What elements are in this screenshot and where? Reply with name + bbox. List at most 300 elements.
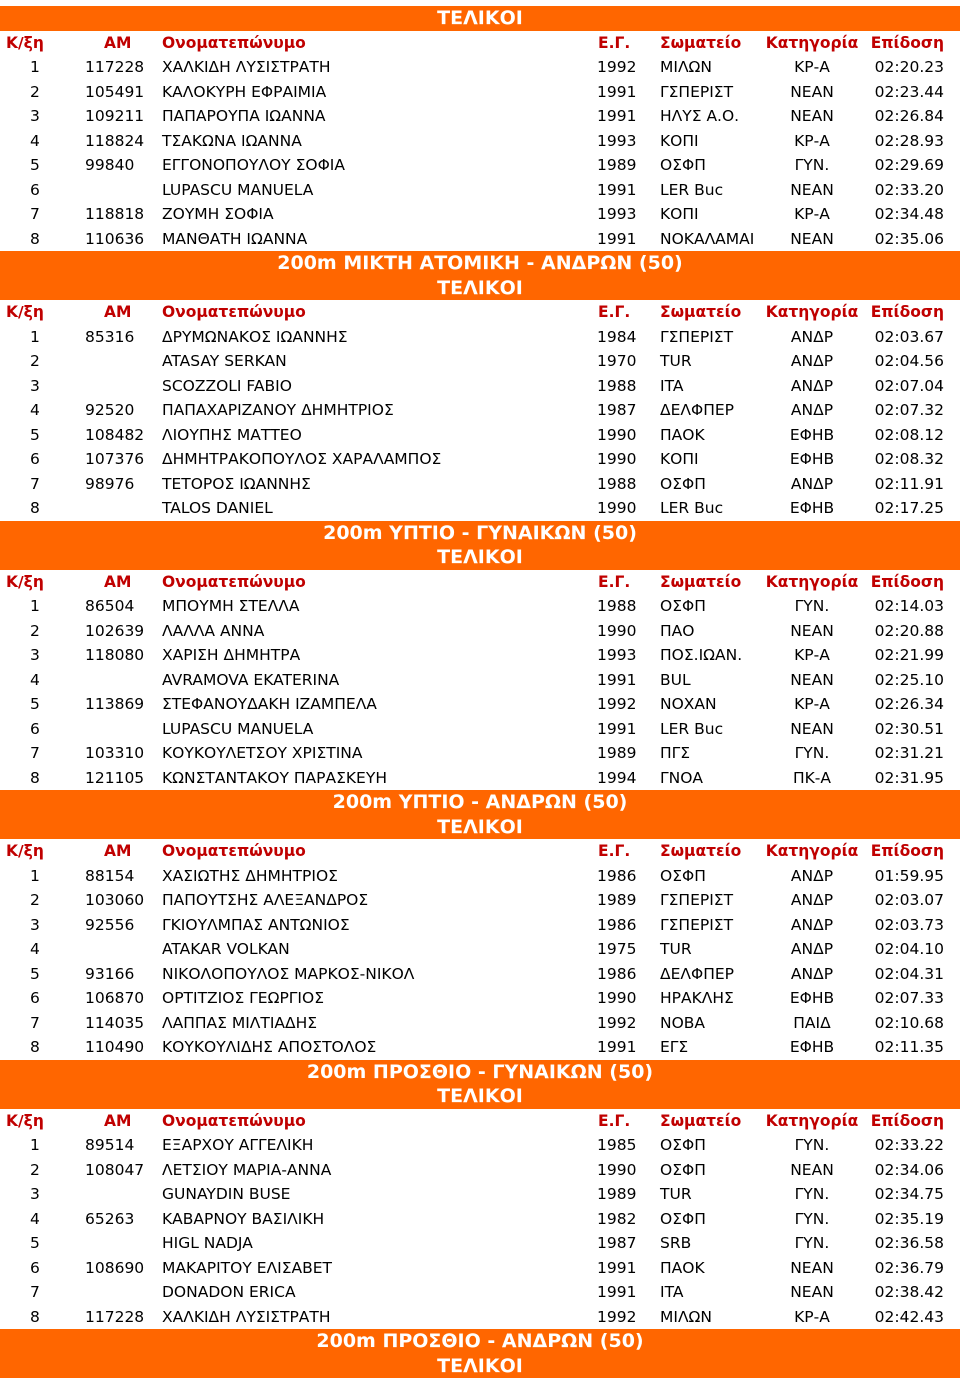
result-year: 1992 <box>597 1013 637 1032</box>
result-category: ΚΡ-Α <box>794 1307 830 1326</box>
result-year: 1991 <box>597 82 637 101</box>
result-am: 93166 <box>85 964 135 983</box>
result-year: 1991 <box>597 1038 637 1056</box>
section-event: 200m ΥΠΤΙΟ - ΑΝΔΡΩΝ (50) <box>332 791 628 813</box>
result-row <box>0 496 960 521</box>
result-am: 86504 <box>85 597 135 615</box>
header-time: Επίδοση <box>870 842 944 860</box>
result-club: ΟΣΦΠ <box>660 866 706 885</box>
section-rows <box>0 1133 960 1329</box>
result-club: ΜΙΛΩΝ <box>660 58 712 76</box>
result-category: ΓΥΝ. <box>794 1234 830 1252</box>
result-category: ΝΕΑΝ <box>790 1160 834 1179</box>
result-category: ΝΕΑΝ <box>790 719 834 738</box>
result-am: 117228 <box>85 1307 145 1326</box>
result-year: 1988 <box>597 597 637 615</box>
result-am: 92520 <box>85 401 135 419</box>
result-category: ΑΝΔΡ <box>790 401 834 419</box>
result-time: 02:30.51 <box>874 719 944 738</box>
result-row <box>0 1133 960 1158</box>
section-event: 200m ΥΠΤΙΟ - ΓΥΝΑΙΚΩΝ (50) <box>323 521 637 544</box>
result-category: ΝΕΑΝ <box>790 180 834 199</box>
result-am: 108690 <box>85 1258 145 1277</box>
result-year: 1993 <box>597 205 637 223</box>
header-rank: Κ/ξη <box>6 303 44 321</box>
result-am: 105491 <box>85 82 145 101</box>
result-year: 1994 <box>597 768 637 787</box>
result-rank: 6 <box>30 450 40 468</box>
result-year: 1988 <box>597 474 637 493</box>
result-club: ΟΣΦΠ <box>660 474 706 493</box>
result-club: ΚΟΠΙ <box>660 205 699 223</box>
result-year: 1987 <box>597 1234 637 1252</box>
result-rank: 7 <box>30 474 40 493</box>
result-club: ΓΣΠΕΡΙΣΤ <box>660 82 734 101</box>
result-row <box>0 766 960 791</box>
result-year: 1989 <box>597 891 637 909</box>
result-category: ΑΝΔΡ <box>790 352 834 370</box>
result-club: ΚΟΠΙ <box>660 450 699 468</box>
result-name: ΜΑΝΘΑΤΗ ΙΩΑΝΝΑ <box>162 229 308 248</box>
result-category: ΓΥΝ. <box>794 156 830 174</box>
result-rank: 6 <box>30 989 40 1007</box>
result-am: 110490 <box>85 1038 145 1056</box>
result-rank: 4 <box>30 1209 40 1228</box>
header-time: Επίδοση <box>870 33 944 52</box>
result-category: ΕΦΗΒ <box>789 989 835 1007</box>
result-row <box>0 1207 960 1232</box>
header-am: ΑΜ <box>104 33 132 52</box>
result-am: 117228 <box>85 58 145 76</box>
result-am: 118818 <box>85 205 145 223</box>
section-subtitle: ΤΕΛΙΚΟΙ <box>437 7 523 29</box>
section-event: 200m ΜΙΚΤΗ ΑΤΟΜΙΚΗ - ΑΝΔΡΩΝ (50) <box>277 252 683 274</box>
result-row <box>0 80 960 105</box>
result-am: 118824 <box>85 131 145 150</box>
header-category: Κατηγορία <box>765 33 859 52</box>
result-time: 02:35.19 <box>874 1209 944 1228</box>
result-time: 02:42.43 <box>874 1307 944 1326</box>
result-category: ΝΕΑΝ <box>790 107 834 125</box>
result-time: 02:36.58 <box>874 1234 944 1252</box>
result-name: ΛΙΟΥΠΗΣ ΜΑΤΤΕΟ <box>162 425 302 444</box>
result-row <box>0 1280 960 1305</box>
result-year: 1990 <box>597 425 637 444</box>
table-header <box>0 31 960 56</box>
result-rank: 3 <box>30 107 40 125</box>
result-row <box>0 423 960 448</box>
result-row <box>0 668 960 693</box>
result-club: ITA <box>660 1283 684 1301</box>
result-rank: 2 <box>30 1160 40 1179</box>
result-year: 1989 <box>597 156 637 174</box>
header-category: Κατηγορία <box>765 303 859 321</box>
result-category: ΚΡ-Α <box>794 646 830 664</box>
result-rank: 2 <box>30 352 40 370</box>
result-time: 02:03.67 <box>874 327 944 346</box>
result-am: 103310 <box>85 744 145 762</box>
result-name: TALOS DANIEL <box>162 499 273 517</box>
result-row <box>0 888 960 913</box>
result-rank: 1 <box>30 58 40 76</box>
result-name: ΕΓΓΟΝΟΠΟΥΛΟΥ ΣΟΦΙΑ <box>162 156 345 174</box>
header-club: Σωματείο <box>660 572 742 591</box>
result-rank: 7 <box>30 1013 40 1032</box>
result-am: 106870 <box>85 989 145 1007</box>
result-club: ΗΛΥΣ Α.Ο. <box>660 107 740 125</box>
header-am: ΑΜ <box>104 572 132 591</box>
result-year: 1990 <box>597 621 637 640</box>
result-category: ΝΕΑΝ <box>790 1283 834 1301</box>
result-time: 02:36.79 <box>874 1258 944 1277</box>
result-year: 1990 <box>597 499 637 517</box>
result-club: ΓΣΠΕΡΙΣΤ <box>660 891 734 909</box>
result-year: 1990 <box>597 989 637 1007</box>
result-am: 113869 <box>85 695 145 713</box>
result-name: ΚΑΛΟΚΥΡΗ ΕΦΡΑΙΜΙΑ <box>162 82 327 101</box>
result-category: ΓΥΝ. <box>794 744 830 762</box>
result-name: ΛΑΠΠΑΣ ΜΙΛΤΙΑΔΗΣ <box>162 1013 318 1032</box>
result-time: 02:17.25 <box>874 499 944 517</box>
section-rows <box>0 594 960 790</box>
table-header <box>0 839 960 864</box>
result-year: 1992 <box>597 1307 637 1326</box>
result-row <box>0 227 960 252</box>
result-name: GUNAYDIN BUSE <box>162 1185 291 1203</box>
result-am: 92556 <box>85 915 135 934</box>
result-name: ΖΟΥΜΗ ΣΟΦΙΑ <box>162 205 274 223</box>
result-club: BUL <box>660 670 691 689</box>
result-name: ΤΕΤΟΡΟΣ ΙΩΑΝΝΗΣ <box>162 474 311 493</box>
result-row <box>0 864 960 889</box>
result-category: ΝΕΑΝ <box>790 82 834 101</box>
result-category: ΚΡ-Α <box>794 205 830 223</box>
result-time: 02:03.73 <box>874 915 944 934</box>
result-am: 65263 <box>85 1209 135 1228</box>
result-name: ΝΙΚΟΛΟΠΟΥΛΟΣ ΜΑΡΚΟΣ-ΝΙΚΟΛ <box>162 964 415 983</box>
result-time: 02:26.34 <box>874 695 944 713</box>
header-club: Σωματείο <box>660 303 742 321</box>
result-category: ΝΕΑΝ <box>790 621 834 640</box>
result-club: ΔΕΛΦΠΕΡ <box>660 401 734 419</box>
result-time: 02:34.75 <box>874 1185 944 1203</box>
result-rank: 6 <box>30 180 40 199</box>
result-club: ΠΑΟΚ <box>660 1258 705 1277</box>
result-category: ΝΕΑΝ <box>790 670 834 689</box>
result-row <box>0 1158 960 1183</box>
result-club: ΗΡΑΚΛΗΣ <box>660 989 734 1007</box>
result-category: ΝΕΑΝ <box>790 1258 834 1277</box>
result-club: TUR <box>660 1185 692 1203</box>
result-time: 02:07.04 <box>874 376 944 395</box>
result-time: 02:08.12 <box>874 425 944 444</box>
result-club: ITA <box>660 376 684 395</box>
result-row <box>0 692 960 717</box>
result-time: 02:26.84 <box>874 107 944 125</box>
result-name: ΧΑΣΙΩΤΗΣ ΔΗΜΗΤΡΙΟΣ <box>162 866 338 885</box>
result-name: SCOZZOLI FABIO <box>162 376 292 395</box>
result-club: ΠΑΟΚ <box>660 425 705 444</box>
result-rank: 5 <box>30 964 40 983</box>
result-rank: 1 <box>30 327 40 346</box>
result-club: ΟΣΦΠ <box>660 156 706 174</box>
result-row <box>0 1305 960 1330</box>
result-club: ΔΕΛΦΠΕΡ <box>660 964 734 983</box>
result-am: 110636 <box>85 229 145 248</box>
result-year: 1990 <box>597 450 637 468</box>
section-title-bar <box>0 521 960 570</box>
section-event: 200m ΠΡΟΣΘΙΟ - ΑΝΔΡΩΝ (50) <box>316 1330 644 1352</box>
result-year: 1982 <box>597 1209 637 1228</box>
result-year: 1990 <box>597 1160 637 1179</box>
header-name: Ονοματεπώνυμο <box>162 33 306 52</box>
result-time: 02:34.06 <box>874 1160 944 1179</box>
result-name: ΠΑΠΑΡΟΥΠΑ ΙΩΑΝΝΑ <box>162 107 326 125</box>
header-time: Επίδοση <box>870 303 944 321</box>
result-club: ΟΣΦΠ <box>660 1136 706 1154</box>
result-time: 02:33.22 <box>874 1136 944 1154</box>
result-category: ΓΥΝ. <box>794 1136 830 1154</box>
result-row <box>0 325 960 350</box>
result-year: 1991 <box>597 180 637 199</box>
result-name: DONADON ERICA <box>162 1283 296 1301</box>
result-time: 02:33.20 <box>874 180 944 199</box>
result-rank: 6 <box>30 719 40 738</box>
result-row <box>0 374 960 399</box>
result-club: ΠΑΟ <box>660 621 695 640</box>
result-year: 1991 <box>597 670 637 689</box>
result-name: AVRAMOVA EKATERINA <box>162 670 340 689</box>
result-time: 02:04.10 <box>874 940 944 958</box>
result-time: 02:38.42 <box>874 1283 944 1301</box>
section-subtitle: ΤΕΛΙΚΟΙ <box>437 546 523 568</box>
result-year: 1992 <box>597 58 637 76</box>
section-rows <box>0 55 960 251</box>
result-row <box>0 447 960 472</box>
header-am: ΑΜ <box>104 1111 132 1130</box>
result-year: 1986 <box>597 866 637 885</box>
result-rank: 8 <box>30 768 40 787</box>
result-year: 1991 <box>597 719 637 738</box>
result-row <box>0 1035 960 1060</box>
section-rows <box>0 325 960 521</box>
result-rank: 2 <box>30 82 40 101</box>
result-rank: 4 <box>30 131 40 150</box>
result-rank: 8 <box>30 1038 40 1056</box>
result-category: ΑΝΔΡ <box>790 327 834 346</box>
result-name: ΧΑΛΚΙΔΗ ΛΥΣΙΣΤΡΑΤΗ <box>162 58 331 76</box>
header-am: ΑΜ <box>104 303 132 321</box>
result-category: ΠΑΙΔ <box>793 1013 831 1032</box>
result-year: 1975 <box>597 940 637 958</box>
result-club: ΓΝΟΑ <box>660 768 704 787</box>
result-rank: 1 <box>30 866 40 885</box>
result-year: 1991 <box>597 229 637 248</box>
result-rank: 3 <box>30 376 40 395</box>
result-rank: 8 <box>30 499 40 517</box>
result-category: ΓΥΝ. <box>794 597 830 615</box>
result-time: 02:31.95 <box>874 768 944 787</box>
result-category: ΕΦΗΒ <box>789 1038 835 1056</box>
result-category: ΑΝΔΡ <box>790 891 834 909</box>
result-time: 02:23.44 <box>874 82 944 101</box>
result-club: ΜΙΛΩΝ <box>660 1307 712 1326</box>
header-club: Σωματείο <box>660 842 742 860</box>
result-year: 1991 <box>597 1258 637 1277</box>
result-time: 02:29.69 <box>874 156 944 174</box>
result-year: 1985 <box>597 1136 637 1154</box>
result-row <box>0 1231 960 1256</box>
result-club: ΓΣΠΕΡΙΣΤ <box>660 915 734 934</box>
result-name: ΤΣΑΚΩΝΑ ΙΩΑΝΝΑ <box>162 131 302 150</box>
table-header <box>0 570 960 595</box>
result-time: 02:35.06 <box>874 229 944 248</box>
result-time: 01:59.95 <box>874 866 944 885</box>
result-name: ΜΑΚΑΡΙΤΟΥ ΕΛΙΣΑΒΕΤ <box>162 1258 332 1277</box>
result-year: 1992 <box>597 695 637 713</box>
result-category: ΚΡ-Α <box>794 695 830 713</box>
result-am: 121105 <box>85 768 145 787</box>
result-time: 02:20.88 <box>874 621 944 640</box>
result-row <box>0 717 960 742</box>
result-rank: 8 <box>30 229 40 248</box>
result-year: 1986 <box>597 915 637 934</box>
header-time: Επίδοση <box>870 572 944 591</box>
header-club: Σωματείο <box>660 1111 742 1130</box>
result-row <box>0 349 960 374</box>
result-row <box>0 594 960 619</box>
result-name: ΚΟΥΚΟΥΛΙΔΗΣ ΑΠΟΣΤΟΛΟΣ <box>162 1038 377 1056</box>
result-club: LER Buc <box>660 499 724 517</box>
result-time: 02:28.93 <box>874 131 944 150</box>
result-rank: 1 <box>30 597 40 615</box>
result-category: ΑΝΔΡ <box>790 964 834 983</box>
header-year: Ε.Γ. <box>598 33 631 52</box>
result-name: ΠΑΠΑΧΑΡΙΖΑΝΟΥ ΔΗΜΗΤΡΙΟΣ <box>162 401 394 419</box>
header-rank: Κ/ξη <box>6 572 44 591</box>
result-time: 02:10.68 <box>874 1013 944 1032</box>
result-time: 02:07.32 <box>874 401 944 419</box>
result-category: ΓΥΝ. <box>794 1185 830 1203</box>
result-club: LER Buc <box>660 719 724 738</box>
section-event: 200m ΠΡΟΣΘΙΟ - ΓΥΝΑΙΚΩΝ (50) <box>306 1060 654 1083</box>
result-am: 102639 <box>85 621 145 640</box>
result-name: ATAKAR VOLKAN <box>162 940 290 958</box>
result-name: ΕΞΑΡΧΟΥ ΑΓΓΕΛΙΚΗ <box>162 1136 314 1154</box>
result-club: ΝΟΒΑ <box>660 1013 706 1032</box>
result-time: 02:25.10 <box>874 670 944 689</box>
result-club: LER Buc <box>660 180 724 199</box>
result-rank: 3 <box>30 915 40 934</box>
result-row <box>0 962 960 987</box>
result-category: ΠΚ-Α <box>792 768 832 787</box>
header-year: Ε.Γ. <box>598 1111 631 1130</box>
result-row <box>0 472 960 497</box>
result-rank: 3 <box>30 1185 40 1203</box>
section-subtitle: ΤΕΛΙΚΟΙ <box>437 1354 523 1377</box>
result-club: SRB <box>660 1234 692 1252</box>
result-year: 1991 <box>597 107 637 125</box>
result-time: 02:04.56 <box>874 352 944 370</box>
result-name: ΧΑΡΙΣΗ ΔΗΜΗΤΡΑ <box>162 646 301 664</box>
result-time: 02:34.48 <box>874 205 944 223</box>
result-rank: 5 <box>30 425 40 444</box>
result-club: ΟΣΦΠ <box>660 597 706 615</box>
result-club: ΠΓΣ <box>660 744 691 762</box>
result-am: 103060 <box>85 891 145 909</box>
result-year: 1970 <box>597 352 637 370</box>
result-rank: 7 <box>30 1283 40 1301</box>
result-rank: 3 <box>30 646 40 664</box>
result-club: ΓΣΠΕΡΙΣΤ <box>660 327 734 346</box>
result-row <box>0 741 960 766</box>
result-name: ATASAY SERKAN <box>162 352 287 370</box>
result-rank: 5 <box>30 156 40 174</box>
result-year: 1989 <box>597 744 637 762</box>
result-am: 85316 <box>85 327 135 346</box>
result-am: 98976 <box>85 474 135 493</box>
result-name: ΚΩΝΣΤΑΝΤΑΚΟΥ ΠΑΡΑΣΚΕΥΗ <box>162 768 387 787</box>
header-category: Κατηγορία <box>765 1111 859 1130</box>
section-rows <box>0 864 960 1060</box>
result-am: 108047 <box>85 1160 145 1179</box>
result-category: ΕΦΗΒ <box>789 450 835 468</box>
result-rank: 4 <box>30 940 40 958</box>
result-row <box>0 104 960 129</box>
result-row <box>0 937 960 962</box>
result-club: ΕΓΣ <box>660 1038 689 1056</box>
result-time: 02:08.32 <box>874 450 944 468</box>
result-category: ΚΡ-Α <box>794 131 830 150</box>
result-rank: 4 <box>30 670 40 689</box>
result-row <box>0 619 960 644</box>
result-name: ΛΑΛΛΑ ΑΝΝΑ <box>162 621 265 640</box>
result-name: LUPASCU MANUELA <box>162 719 314 738</box>
header-rank: Κ/ξη <box>6 33 44 52</box>
result-year: 1986 <box>597 964 637 983</box>
table-header <box>0 300 960 325</box>
section-subtitle: ΤΕΛΙΚΟΙ <box>437 1085 523 1107</box>
result-category: ΑΝΔΡ <box>790 376 834 395</box>
header-name: Ονοματεπώνυμο <box>162 303 306 321</box>
result-category: ΑΝΔΡ <box>790 915 834 934</box>
result-name: LUPASCU MANUELA <box>162 180 314 199</box>
result-category: ΑΝΔΡ <box>790 474 834 493</box>
result-name: ΣΤΕΦΑΝΟΥΔΑΚΗ ΙΖΑΜΠΕΛΑ <box>162 695 377 713</box>
result-name: ΔΗΜΗΤΡΑΚΟΠΟΥΛΟΣ ΧΑΡΑΛΑΜΠΟΣ <box>162 450 442 468</box>
result-name: ΧΑΛΚΙΔΗ ΛΥΣΙΣΤΡΑΤΗ <box>162 1307 331 1326</box>
section-subtitle: ΤΕΛΙΚΟΙ <box>437 276 523 299</box>
result-club: ΝΟΧΑΝ <box>660 695 717 713</box>
result-rank: 2 <box>30 621 40 640</box>
result-time: 02:11.91 <box>874 474 944 493</box>
section-title-bar <box>0 251 960 300</box>
result-time: 02:07.33 <box>874 989 944 1007</box>
result-category: ΝΕΑΝ <box>790 229 834 248</box>
result-am: 114035 <box>85 1013 145 1032</box>
result-year: 1993 <box>597 131 637 150</box>
result-rank: 5 <box>30 695 40 713</box>
result-rank: 5 <box>30 1234 40 1252</box>
result-category: ΚΡ-Α <box>794 58 830 76</box>
result-year: 1993 <box>597 646 637 664</box>
result-rank: 4 <box>30 401 40 419</box>
header-year: Ε.Γ. <box>598 842 631 860</box>
result-year: 1991 <box>597 1283 637 1301</box>
result-name: ΟΡΤΙΤΖΙΟΣ ΓΕΩΡΓΙΟΣ <box>162 989 324 1007</box>
header-club: Σωματείο <box>660 33 742 52</box>
header-time: Επίδοση <box>870 1111 944 1130</box>
